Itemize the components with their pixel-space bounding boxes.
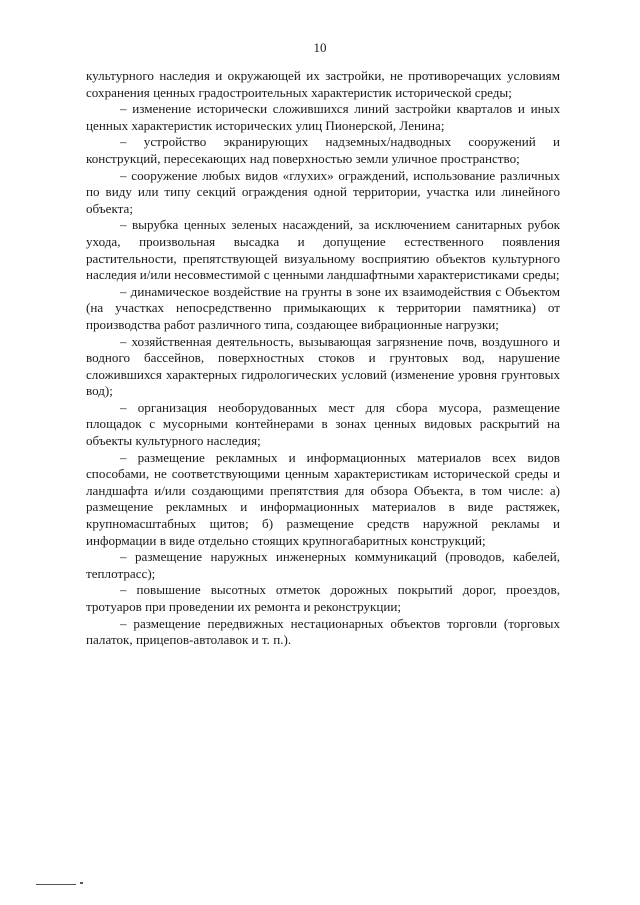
footer-line bbox=[36, 884, 76, 885]
footer-dot bbox=[80, 882, 83, 884]
paragraph-road-levels: – повышение высотных отметок дорожных покрытий дорог, проездов, тротуаров при проведении их ремонта и реконструкции; bbox=[86, 582, 560, 614]
paragraph-advertising: – размещение рекламных и информационных материалов всех видов способами, не соответствующими ценным характеристикам исторической среды и ландшафта и/или создающими препятствия для обзора Объекта, в том числе: а) размещение рекламных и информационных материалов в виде растяжек, крупномасштабных щитов; б) размещение средств наружной рекламы и информации в виде отдельно стоящих крупногабаритных конструкций; bbox=[86, 449, 560, 548]
paragraph-blind-fences: – сооружение любых видов «глухих» ограждений, использование различных по виду или типу секций ограждения одной территории, участка или линейного объекта; bbox=[86, 167, 560, 216]
page-number: 10 bbox=[313, 40, 327, 55]
paragraph-screening-structures: – устройство экранирующих надземных/надводных сооружений и конструкций, пересекающих над поверхностью земли уличное пространство; bbox=[86, 134, 560, 166]
paragraph-economic-activity: – хозяйственная деятельность, вызывающая загрязнение почв, воздушного и водного бассейнов, поверхностных стоков и грунтовых вод, нарушение сложившихся характерных гидрологических условий (изменение уровня грунтовых вод); bbox=[86, 333, 560, 399]
document-body bbox=[86, 68, 560, 649]
paragraph-dynamic-impact: – динамическое воздействие на грунты в зоне их взаимодействия с Объектом (на участках непосредственно примыкающих к территории памятника) от производства работ различного типа, создающее вибрационные нагрузки; bbox=[86, 283, 560, 332]
paragraph-utilities: – размещение наружных инженерных коммуникаций (проводов, кабелей, теплотрасс); bbox=[86, 549, 560, 581]
paragraph-continuation: культурного наследия и окружающей их застройки, не противоречащих условиям сохранения ценных градостроительных характеристик исторической среды; bbox=[86, 68, 560, 100]
paragraph-tree-felling: – вырубка ценных зеленых насаждений, за исключением санитарных рубок ухода, произвольная высадка и допущение естественного появления растительности, препятствующей визуальному восприятию объектов культурного наследия и/или несовместимой с ценными ландшафтными характеристиками среды; bbox=[86, 217, 560, 283]
paragraph-waste-sites: – организация необорудованных мест для сбора мусора, размещение площадок с мусорными контейнерами в зонах ценных видовых раскрытий на объекты культурного наследия; bbox=[86, 399, 560, 449]
paragraph-mobile-trade: – размещение передвижных нестационарных объектов торговли (торговых палаток, прицепов-автолавок и т. п.). bbox=[86, 615, 560, 648]
paragraph-building-lines: – изменение исторически сложившихся линий застройки кварталов и иных ценных характеристик исторических улиц Пионерской, Ленина; bbox=[86, 101, 560, 133]
